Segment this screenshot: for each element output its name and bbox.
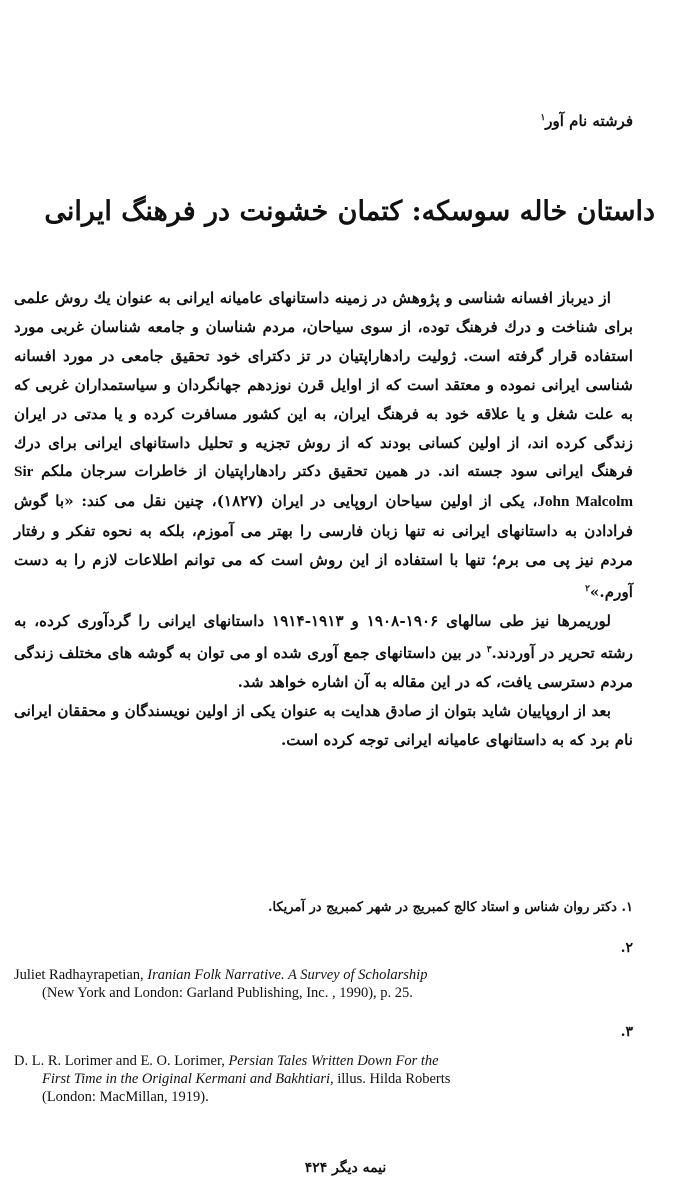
footnote-3-number: ۳. [620, 1024, 633, 1040]
page-footer: نیمه دیگر ۴۲۴ [304, 1160, 387, 1176]
footnote-2-author: Juliet Radhayrapetian, [14, 967, 148, 983]
paragraph-2-part-b: در بین داستانهای جمع آوری شده او می توان به گوشه های مختلف زندگی مردم دسترسی یافت، که در این مقاله به آن اشاره خواهد شد. [14, 644, 633, 691]
paragraph-3: بعد از اروپاییان شاید بتوان از صادق هدایت به عنوان یکی از اولین نویسندگان و محققان ایرانی نام برد که به داستانهای عامیانه ایرانی توجه کرده است. [14, 701, 633, 749]
paragraph-1: از دیرباز افسانه شناسی و پژوهش در زمینه داستانهای عامیانه ایرانی به عنوان یك روش علمی برای شناخت و درك فرهنگ توده، از سوی سیاحان، مردم شناسان و جامعه شناسان غربی مورد استفاده قرار گرفته است. ژولیت رادهاراپتیان در تز دکترای خود تحقیق جامعی در مورد افسانه شناسی ایرانی نموده و معتقد است که از اوایل قرن نوزدهم جهانگردان و سیاستمداران غربی که به علت شغل و یا علاقه خود به فرهنگ ایران، به این کشور مسافرت کرده و یا مدتی در ایران زندگی کرده اند، از اولین کسانی بودند که از روش تجزیه و تحلیل داستانهای ایرانی برای درك فرهنگ ایرانی سود جسته اند. در همین تحقیق دکتر رادهاراپتیان از خاطرات سرجان ملکم Sir John Malcolm، یکی از اولین سیاحان اروپایی در ایران (۱۸۲۷)، چنین نقل می کند: «با گوش فرادادن به داستانهای ایرانی نه تنها زبان فارسی را بهتر می آموزم، بلکه به نحوه تفکر و رفتار مردم نیز پی می برم؛ تنها با استفاده از این روش است که می توانم اطلاعات لازم را به دست آورم.»$^۲$ [14, 289, 633, 602]
author-text: فرشته نام آور [545, 112, 633, 130]
footnote-2-publication: (New York and London: Garland Publishing, Inc. , 1990), p. 25. [42, 985, 413, 1001]
paragraph-1-part-a: از دیرباز افسانه شناسی و پژوهش در زمینه داستانهای عامیانه ایرانی به عنوان یك روش علمی برای شناخت و درك فرهنگ توده، از سوی سیاحان، مردم شناسان و جامعه شناسان غربی مورد استفاده قرار گرفته است. ژولیت رادهاراپتیان در تز دکترای خود تحقیق جامعی در مورد افسانه شناسی ایرانی نموده و معتقد است که از اوایل قرن نوزدهم جهانگردان و سیاستمداران غربی که به علت شغل و یا علاقه خود به فرهنگ ایران، به این کشور مسافرت کرده و یا مدتی در ایران زندگی کرده اند، از اولین کسانی بودند که از روش تجزیه و تحلیل داستانهای ایرانی برای درك فرهنگ ایرانی سود جسته اند. در همین تحقیق دکتر رادهاراپتیان از خاطرات سرجان ملکم [14, 289, 633, 481]
article-body [14, 284, 633, 755]
paragraph-1-part-b: یکی از اولین سیاحان اروپایی در ایران (۱۸۲۷)، چنین نقل می کند: «با گوش فرادادن به داستانهای ایرانی نه تنها زبان فارسی را بهتر می آموزم، بلکه به نحوه تفکر و رفتار مردم نیز پی می برم؛ تنها با استفاده از این روش است که می توانم اطلاعات لازم را به دست آورم.» [14, 492, 633, 602]
footnote-3-title-b: First Time in the Original Kermani and Bakhtiari, [42, 1071, 334, 1087]
paragraph-2-part-a: لوریمرها نیز طی سالهای ۱۹۰۶-۱۹۰۸ و ۱۹۱۳-۱۹۱۴ داستانهای ایرانی را گردآوری کرده، به رشته تحریر در آوردند. [14, 612, 633, 662]
author-name [540, 112, 633, 130]
footnote-3-illustrator: illus. Hilda Roberts [333, 1071, 451, 1087]
article-title: داستان خاله سوسکه: کتمان خشونت در فرهنگ ایرانی [44, 196, 655, 227]
paragraph-2 [14, 607, 633, 697]
footnote-3-publication: (London: MacMillan, 1919). [42, 1089, 209, 1105]
footnote-3-line-2 [14, 1070, 614, 1088]
footnote-3-title-a: Persian Tales Written Down For the [228, 1053, 439, 1069]
latin-name: Sir John Malcolm [14, 463, 633, 511]
footnote-ref-2: ۲ [585, 584, 590, 595]
footnote-2-number: ۲. [620, 940, 633, 956]
footnote-1: ۱. دکتر روان شناس و استاد کالج کمبریج در شهر کمبریج در آمریکا. [267, 900, 633, 915]
footnote-3 [14, 1052, 614, 1106]
footnote-2-title: Iranian Folk Narrative. A Survey of Scholarship [147, 967, 428, 983]
author-footnote-ref: ۱ [540, 113, 546, 123]
footnote-3-author: D. L. R. Lorimer and E. O. Lorimer, [14, 1053, 229, 1069]
footnote-ref-3: ۳ [486, 644, 492, 655]
footnote-2 [14, 966, 614, 1002]
